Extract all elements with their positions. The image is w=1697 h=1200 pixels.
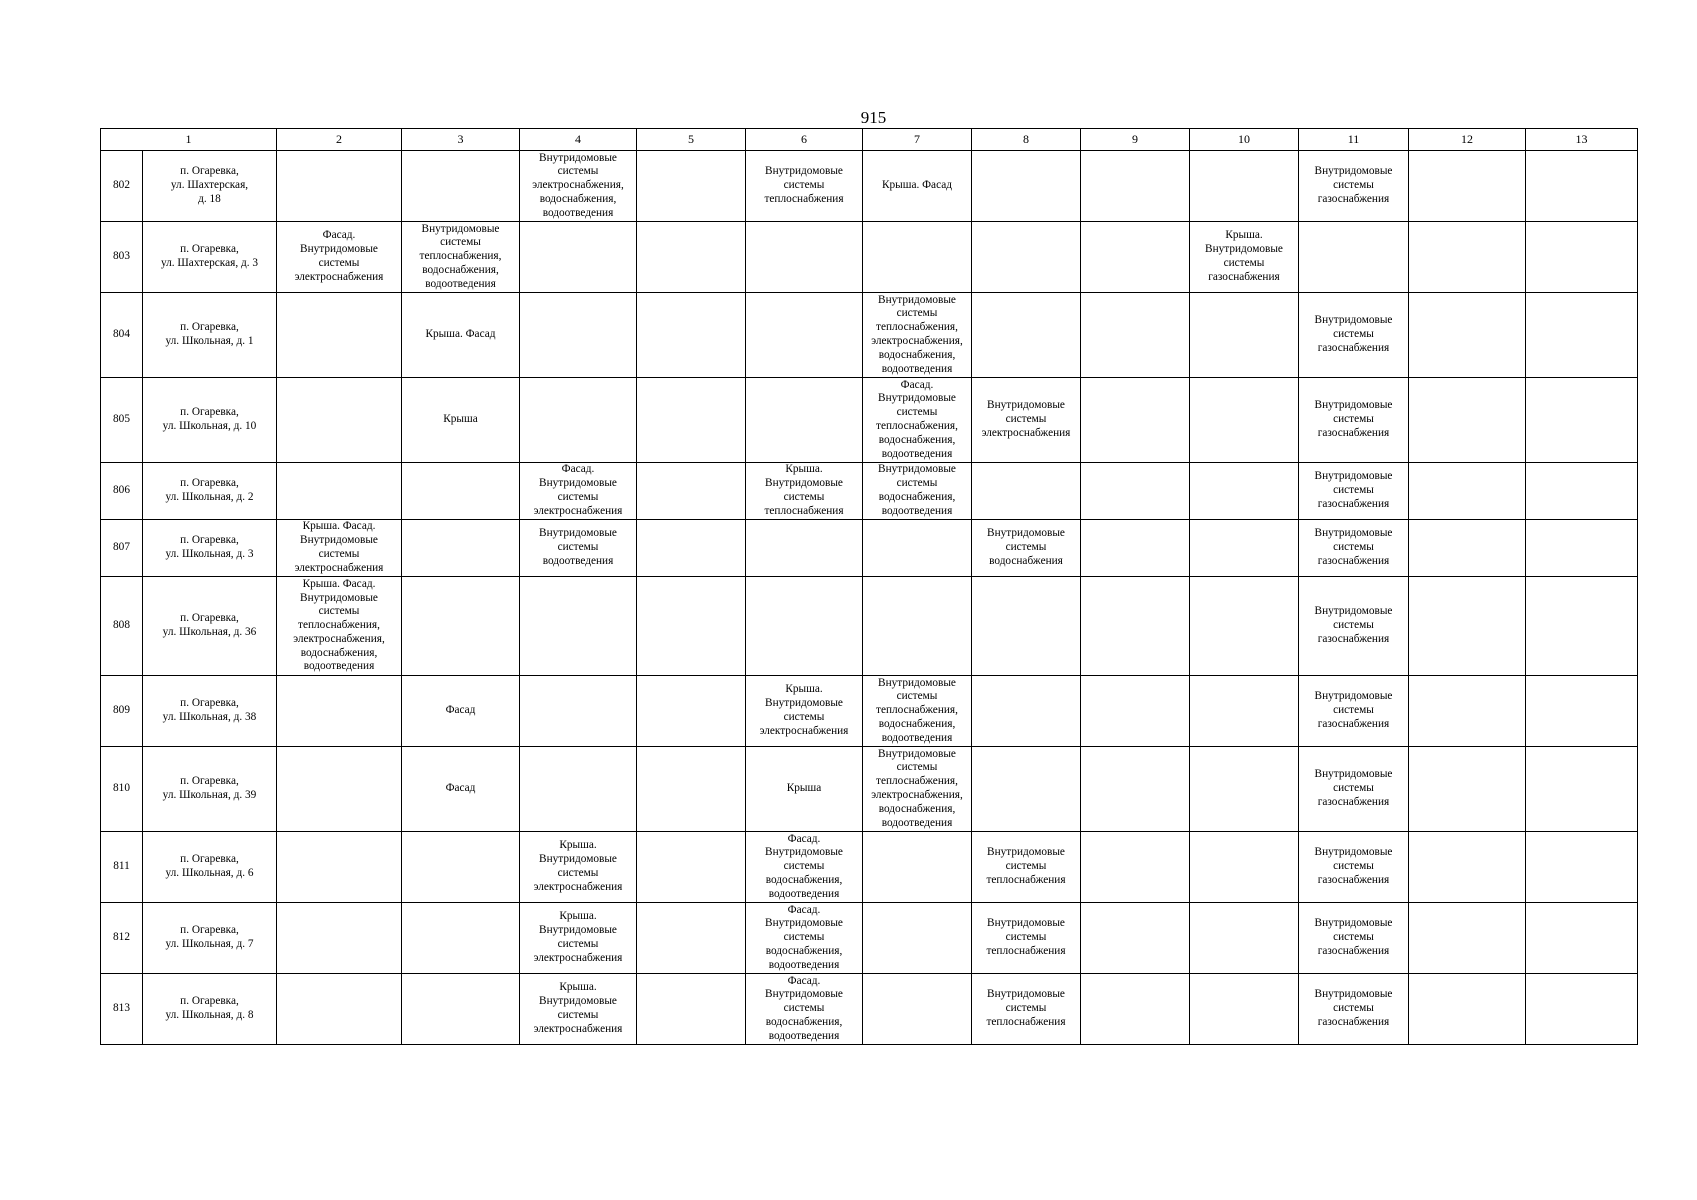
row-number: 813: [101, 974, 143, 1045]
work-cell-col-6: [746, 222, 863, 293]
work-cell-col-3: [402, 151, 520, 222]
table-row: [101, 974, 1638, 1045]
work-cell-col-7: Внутридомовые системы теплоснабжения, электроснабжения, водоснабжения, водоотведения: [863, 293, 972, 378]
work-cell-col-3: [402, 832, 520, 903]
work-cell-col-10: [1190, 676, 1299, 747]
work-cell-col-10: [1190, 463, 1299, 520]
work-cell-col-10: [1190, 577, 1299, 676]
work-cell-col-11: Внутридомовые системы газоснабжения: [1299, 378, 1409, 463]
table-row: [101, 903, 1638, 974]
address-cell: п. Огаревка, ул. Школьная, д. 3: [143, 520, 277, 577]
work-cell-col-4: [520, 577, 637, 676]
work-cell-col-4: Фасад. Внутридомовые системы электроснабжения: [520, 463, 637, 520]
work-cell-col-10: [1190, 974, 1299, 1045]
work-cell-col-8: [972, 676, 1081, 747]
work-cell-col-8: Внутридомовые системы теплоснабжения: [972, 903, 1081, 974]
work-cell-col-9: [1081, 832, 1190, 903]
page-number: 915: [860, 108, 887, 127]
work-cell-col-2: [277, 974, 402, 1045]
work-cell-col-7: [863, 577, 972, 676]
address-cell: п. Огаревка, ул. Школьная, д. 36: [143, 577, 277, 676]
work-cell-col-6: Фасад. Внутридомовые системы водоснабжения, водоотведения: [746, 903, 863, 974]
column-header-10: 10: [1190, 129, 1299, 151]
work-cell-col-11: Внутридомовые системы газоснабжения: [1299, 747, 1409, 832]
work-cell-col-8: [972, 293, 1081, 378]
work-cell-col-7: [863, 520, 972, 577]
column-header-9: 9: [1081, 129, 1190, 151]
column-header-1: 1: [101, 129, 277, 151]
work-cell-col-8: Внутридомовые системы электроснабжения: [972, 378, 1081, 463]
work-cell-col-2: [277, 151, 402, 222]
work-cell-col-2: [277, 378, 402, 463]
work-cell-col-4: [520, 293, 637, 378]
work-cell-col-9: [1081, 463, 1190, 520]
work-cell-col-10: Крыша. Внутридомовые системы газоснабжения: [1190, 222, 1299, 293]
work-cell-col-5: [637, 520, 746, 577]
table-row: [101, 676, 1638, 747]
table-row: [101, 577, 1638, 676]
work-cell-col-6: [746, 577, 863, 676]
work-cell-col-13: [1526, 293, 1638, 378]
work-cell-col-5: [637, 903, 746, 974]
work-cell-col-13: [1526, 903, 1638, 974]
row-number: 803: [101, 222, 143, 293]
row-number: 807: [101, 520, 143, 577]
column-header-4: 4: [520, 129, 637, 151]
work-cell-col-4: [520, 378, 637, 463]
work-cell-col-12: [1409, 151, 1526, 222]
work-cell-col-12: [1409, 747, 1526, 832]
work-cell-col-12: [1409, 676, 1526, 747]
address-cell: п. Огаревка, ул. Школьная, д. 6: [143, 832, 277, 903]
table-row: [101, 747, 1638, 832]
work-cell-col-13: [1526, 463, 1638, 520]
work-cell-col-5: [637, 293, 746, 378]
work-cell-col-12: [1409, 378, 1526, 463]
table-row: [101, 378, 1638, 463]
work-cell-col-7: Внутридомовые системы теплоснабжения, водоснабжения, водоотведения: [863, 676, 972, 747]
work-cell-col-11: Внутридомовые системы газоснабжения: [1299, 974, 1409, 1045]
column-header-13: 13: [1526, 129, 1638, 151]
work-cell-col-13: [1526, 520, 1638, 577]
work-cell-col-7: [863, 903, 972, 974]
work-cell-col-6: [746, 520, 863, 577]
work-cell-col-3: [402, 463, 520, 520]
work-cell-col-7: Внутридомовые системы водоснабжения, водоотведения: [863, 463, 972, 520]
work-cell-col-7: [863, 832, 972, 903]
work-cell-col-8: [972, 577, 1081, 676]
row-number: 805: [101, 378, 143, 463]
work-cell-col-6: Крыша. Внутридомовые системы электроснабжения: [746, 676, 863, 747]
work-cell-col-4: Крыша. Внутридомовые системы электроснабжения: [520, 974, 637, 1045]
address-cell: п. Огаревка, ул. Школьная, д. 39: [143, 747, 277, 832]
work-cell-col-12: [1409, 577, 1526, 676]
work-cell-col-2: [277, 676, 402, 747]
work-cell-col-13: [1526, 151, 1638, 222]
work-cell-col-5: [637, 974, 746, 1045]
work-cell-col-3: Фасад: [402, 676, 520, 747]
row-number: 802: [101, 151, 143, 222]
row-number: 808: [101, 577, 143, 676]
work-cell-col-10: [1190, 378, 1299, 463]
row-number: 809: [101, 676, 143, 747]
work-cell-col-9: [1081, 151, 1190, 222]
work-cell-col-6: Крыша: [746, 747, 863, 832]
work-cell-col-3: Внутридомовые системы теплоснабжения, водоснабжения, водоотведения: [402, 222, 520, 293]
work-cell-col-2: [277, 463, 402, 520]
column-header-3: 3: [402, 129, 520, 151]
column-header-6: 6: [746, 129, 863, 151]
work-cell-col-10: [1190, 747, 1299, 832]
work-cell-col-3: Фасад: [402, 747, 520, 832]
address-cell: п. Огаревка, ул. Школьная, д. 2: [143, 463, 277, 520]
work-cell-col-9: [1081, 577, 1190, 676]
work-cell-col-9: [1081, 222, 1190, 293]
work-cell-col-5: [637, 577, 746, 676]
work-cell-col-10: [1190, 832, 1299, 903]
work-cell-col-10: [1190, 520, 1299, 577]
work-cell-col-12: [1409, 222, 1526, 293]
work-cell-col-6: Крыша. Внутридомовые системы теплоснабжения: [746, 463, 863, 520]
work-cell-col-13: [1526, 747, 1638, 832]
work-cell-col-6: Фасад. Внутридомовые системы водоснабжения, водоотведения: [746, 974, 863, 1045]
work-cell-col-2: [277, 832, 402, 903]
work-cell-col-11: Внутридомовые системы газоснабжения: [1299, 151, 1409, 222]
work-cell-col-8: Внутридомовые системы водоснабжения: [972, 520, 1081, 577]
work-cell-col-4: [520, 747, 637, 832]
work-cell-col-3: [402, 577, 520, 676]
work-cell-col-8: [972, 151, 1081, 222]
work-cell-col-4: [520, 676, 637, 747]
work-cell-col-10: [1190, 151, 1299, 222]
header-row: [101, 129, 1638, 151]
work-cell-col-9: [1081, 293, 1190, 378]
table-body: [101, 129, 1638, 1045]
row-number: 804: [101, 293, 143, 378]
table-row: [101, 293, 1638, 378]
work-cell-col-9: [1081, 974, 1190, 1045]
work-cell-col-12: [1409, 520, 1526, 577]
work-cell-col-12: [1409, 974, 1526, 1045]
row-number: 810: [101, 747, 143, 832]
work-cell-col-4: Внутридомовые системы водоотведения: [520, 520, 637, 577]
work-cell-col-3: Крыша: [402, 378, 520, 463]
address-cell: п. Огаревка, ул. Школьная, д. 10: [143, 378, 277, 463]
work-cell-col-3: Крыша. Фасад: [402, 293, 520, 378]
work-cell-col-2: Фасад. Внутридомовые системы электроснабжения: [277, 222, 402, 293]
work-cell-col-9: [1081, 676, 1190, 747]
work-cell-col-12: [1409, 293, 1526, 378]
work-cell-col-5: [637, 222, 746, 293]
row-number: 811: [101, 832, 143, 903]
work-cell-col-6: Внутридомовые системы теплоснабжения: [746, 151, 863, 222]
row-number: 806: [101, 463, 143, 520]
work-cell-col-9: [1081, 903, 1190, 974]
work-cell-col-5: [637, 832, 746, 903]
work-cell-col-9: [1081, 378, 1190, 463]
work-cell-col-3: [402, 520, 520, 577]
work-cell-col-4: Внутридомовые системы электроснабжения, водоснабжения, водоотведения: [520, 151, 637, 222]
address-cell: п. Огаревка, ул. Школьная, д. 38: [143, 676, 277, 747]
work-cell-col-7: Внутридомовые системы теплоснабжения, электроснабжения, водоснабжения, водоотведения: [863, 747, 972, 832]
work-cell-col-3: [402, 974, 520, 1045]
address-cell: п. Огаревка, ул. Школьная, д. 8: [143, 974, 277, 1045]
row-number: 812: [101, 903, 143, 974]
work-cell-col-12: [1409, 832, 1526, 903]
work-cell-col-11: Внутридомовые системы газоснабжения: [1299, 577, 1409, 676]
work-cell-col-2: Крыша. Фасад. Внутридомовые системы электроснабжения: [277, 520, 402, 577]
work-cell-col-10: [1190, 293, 1299, 378]
work-cell-col-11: Внутридомовые системы газоснабжения: [1299, 903, 1409, 974]
work-cell-col-3: [402, 903, 520, 974]
work-cell-col-7: Крыша. Фасад: [863, 151, 972, 222]
work-cell-col-12: [1409, 903, 1526, 974]
work-cell-col-4: Крыша. Внутридомовые системы электроснабжения: [520, 832, 637, 903]
work-cell-col-8: [972, 747, 1081, 832]
column-header-8: 8: [972, 129, 1081, 151]
work-cell-col-11: Внутридомовые системы газоснабжения: [1299, 520, 1409, 577]
column-header-12: 12: [1409, 129, 1526, 151]
work-cell-col-6: [746, 378, 863, 463]
work-cell-col-6: [746, 293, 863, 378]
work-cell-col-7: Фасад. Внутридомовые системы теплоснабжения, водоснабжения, водоотведения: [863, 378, 972, 463]
work-cell-col-13: [1526, 378, 1638, 463]
work-cell-col-11: [1299, 222, 1409, 293]
work-cell-col-2: [277, 903, 402, 974]
address-cell: п. Огаревка, ул. Школьная, д. 7: [143, 903, 277, 974]
work-cell-col-11: Внутридомовые системы газоснабжения: [1299, 463, 1409, 520]
work-cell-col-12: [1409, 463, 1526, 520]
work-cell-col-8: [972, 222, 1081, 293]
address-cell: п. Огаревка, ул. Шахтерская, д. 3: [143, 222, 277, 293]
table-row: [101, 151, 1638, 222]
work-cell-col-5: [637, 676, 746, 747]
work-cell-col-13: [1526, 222, 1638, 293]
work-cell-col-5: [637, 378, 746, 463]
work-cell-col-13: [1526, 577, 1638, 676]
work-cell-col-11: Внутридомовые системы газоснабжения: [1299, 293, 1409, 378]
table-row: [101, 463, 1638, 520]
work-cell-col-13: [1526, 676, 1638, 747]
work-cell-col-8: Внутридомовые системы теплоснабжения: [972, 974, 1081, 1045]
work-cell-col-9: [1081, 747, 1190, 832]
work-cell-col-8: [972, 463, 1081, 520]
work-cell-col-13: [1526, 974, 1638, 1045]
work-cell-col-7: [863, 222, 972, 293]
work-cell-col-2: [277, 293, 402, 378]
work-cell-col-11: Внутридомовые системы газоснабжения: [1299, 676, 1409, 747]
work-cell-col-2: Крыша. Фасад. Внутридомовые системы теплоснабжения, электроснабжения, водоснабжения, водоотведения: [277, 577, 402, 676]
column-header-11: 11: [1299, 129, 1409, 151]
work-cell-col-9: [1081, 520, 1190, 577]
work-cell-col-13: [1526, 832, 1638, 903]
work-cell-col-7: [863, 974, 972, 1045]
work-cell-col-4: [520, 222, 637, 293]
work-cell-col-10: [1190, 903, 1299, 974]
work-cell-col-2: [277, 747, 402, 832]
column-header-5: 5: [637, 129, 746, 151]
table-row: [101, 222, 1638, 293]
works-schedule-table: [100, 128, 1638, 1045]
work-cell-col-5: [637, 747, 746, 832]
column-header-2: 2: [277, 129, 402, 151]
column-header-7: 7: [863, 129, 972, 151]
work-cell-col-5: [637, 463, 746, 520]
address-cell: п. Огаревка, ул. Школьная, д. 1: [143, 293, 277, 378]
work-cell-col-6: Фасад. Внутридомовые системы водоснабжения, водоотведения: [746, 832, 863, 903]
address-cell: п. Огаревка, ул. Шахтерская, д. 18: [143, 151, 277, 222]
table-row: [101, 520, 1638, 577]
work-cell-col-8: Внутридомовые системы теплоснабжения: [972, 832, 1081, 903]
work-cell-col-5: [637, 151, 746, 222]
table-row: [101, 832, 1638, 903]
work-cell-col-11: Внутридомовые системы газоснабжения: [1299, 832, 1409, 903]
work-cell-col-4: Крыша. Внутридомовые системы электроснабжения: [520, 903, 637, 974]
